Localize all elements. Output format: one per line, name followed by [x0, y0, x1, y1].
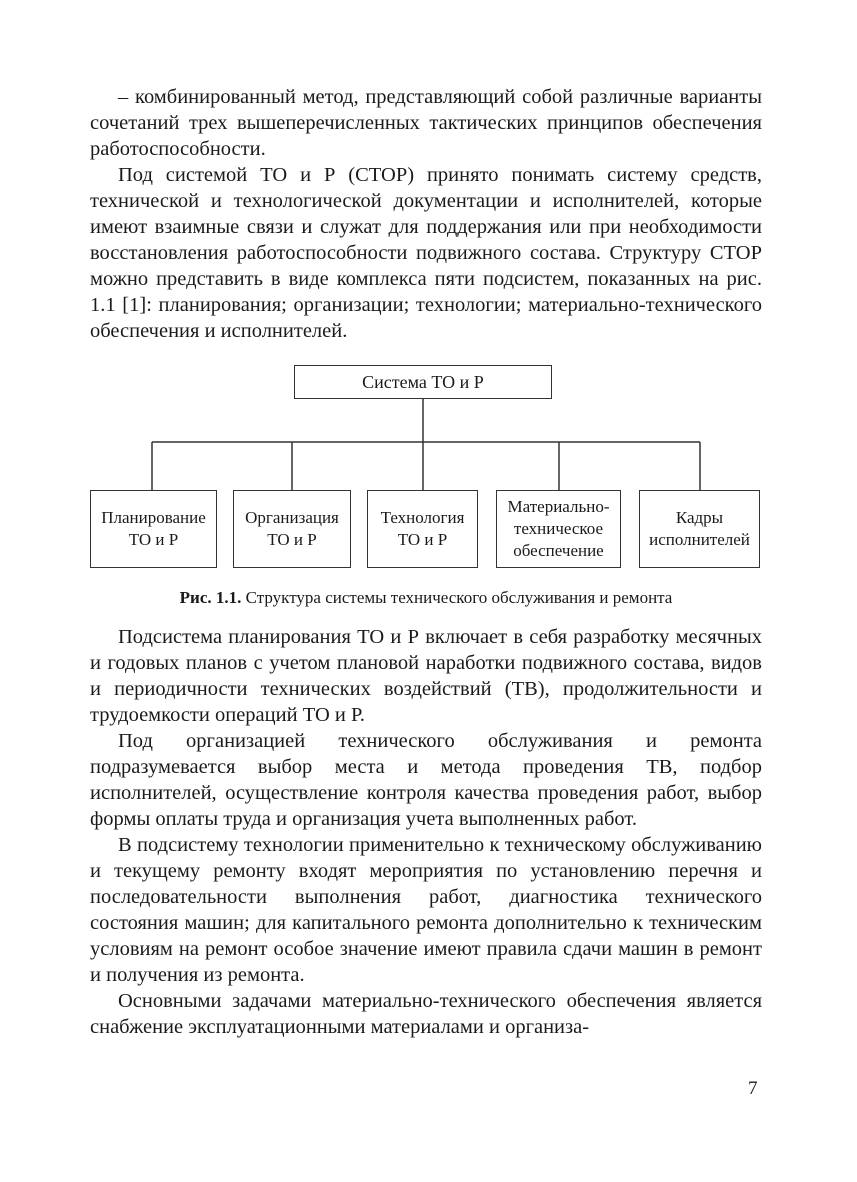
diagram-box-technology — [367, 490, 478, 568]
diagram-box-label: Организация ТО и Р — [245, 508, 339, 549]
paragraph-1: – комбинированный метод, представляющий собой различные варианты сочетаний трех вышеперечисленных тактических принципов обеспечения работоспособности. — [90, 86, 762, 160]
diagram-box-planning — [90, 490, 217, 568]
diagram-box-label: Материально- техническое обеспечение — [507, 497, 610, 560]
paragraph-6: Основными задачами материально-технического обеспечения является снабжение эксплуатационными материалами и организа- — [90, 990, 762, 1038]
diagram-box-label: Планирование ТО и Р — [101, 508, 206, 549]
diagram-root-box — [294, 365, 552, 399]
diagram-box-staff — [639, 490, 760, 568]
diagram-box-supply — [496, 490, 621, 568]
diagram-root-label: Система ТО и Р — [362, 372, 484, 392]
diagram-box-organization — [233, 490, 351, 568]
figure-caption-text: Структура системы технического обслуживания и ремонта — [241, 588, 673, 607]
paragraph-3: Подсистема планирования ТО и Р включает в себя разработку месячных и годовых планов с учетом плановой наработки подвижного состава, видов и периодичности технических воздействий (ТВ), продолжительности и трудоемкости операций ТО и Р. — [90, 626, 762, 726]
paragraph-5: В подсистему технологии применительно к техническому обслуживанию и текущему ремонту входят мероприятия по установлению перечня и последовательности выполнения работ, диагностика технического состояния машин; для капитального ремонта дополнительно к техническим условиям на ремонт особое значение имеют правила сдачи машин в ремонт и получения из ремонта. — [90, 834, 762, 986]
diagram-box-label: Кадры исполнителей — [649, 508, 750, 549]
paragraph-2: Под системой ТО и Р (СТОР) принято понимать систему средств, технической и технологической документации и исполнителей, которые имеют взаимные связи и служат для поддержания или при необходимости восстановления работоспособности подвижного состава. Структуру СТОР можно представить в виде комплекса пяти подсистем, показанных на рис. 1.1 [1]: планирования; организации; технологии; материально-технического обеспечения и исполнителей. — [90, 164, 762, 342]
figure-caption-label: Рис. 1.1. — [179, 588, 242, 607]
paragraph-4: Под организацией технического обслуживания и ремонта подразумевается выбор места и метода проведения ТВ, подбор исполнителей, осуществление контроля качества проведения работ, выбор формы оплаты труда и организация учета выполненных работ. — [90, 730, 762, 830]
page-number: 7 — [748, 1078, 758, 1099]
figure-caption — [90, 587, 762, 609]
figure-1-1 — [90, 350, 762, 614]
diagram-box-label: Технология ТО и Р — [380, 508, 465, 549]
page-content — [90, 84, 762, 1040]
